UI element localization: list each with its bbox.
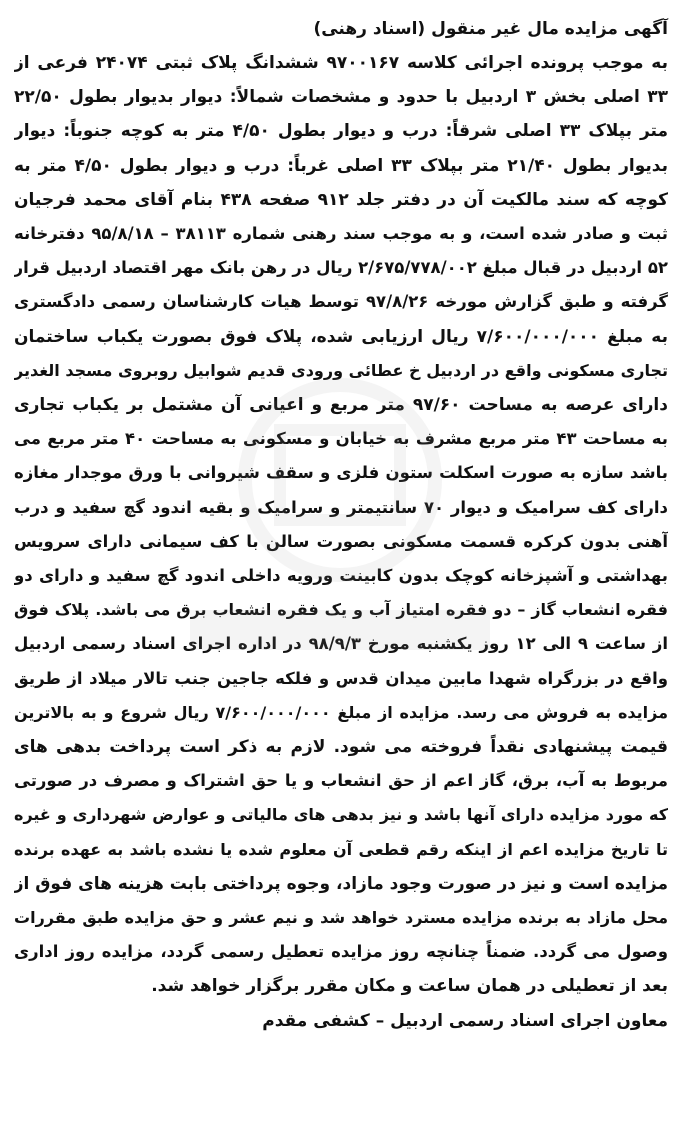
notice-line: بعد از تعطیلی در همان ساعت و مکان مقرر برگزار خواهد شد. (151, 976, 668, 997)
notice-line: واقع در بزرگراه شهدا مابین میدان قدس و فلکه جاجین جنب تالار میلاد از طریق (14, 668, 668, 688)
notice-line: مزایده است و نیز در صورت وجود مازاد، وجوه پرداختی بابت هزینه های فوق از (14, 873, 668, 894)
notice-line: مربوط به آب، برق، گاز اعم از حق انشعاب و یا حق اشتراک و مصرف در صورتی (14, 771, 668, 791)
notice-line: ۳۳ اصلی بخش ۳ اردبیل با حدود و مشخصات شمالاً: دیوار بدیوار بطول ۲۲/۵۰ (14, 87, 668, 108)
notice-line: تجاری مسکونی واقع در اردبیل خ عطائی ورودی قدیم شوابیل روبروی مسجد الغدیر (14, 360, 668, 380)
notice-line: فقره انشعاب گاز – دو فقره امتیاز آب و یک فقره انشعاب برق می باشد. پلاک فوق (14, 600, 668, 620)
notice-line: به مساحت ۴۳ متر مربع مشرف به خیابان و مسکونی به مساحت ۴۰ متر مربع می (14, 429, 668, 449)
notice-line: متر بپلاک ۳۳ اصلی شرقاً: درب و دیوار بطول ۴/۵۰ متر به کوچه جنوباً: دیوار (14, 121, 668, 142)
notice-line: به موجب پرونده اجرائی کلاسه ۹۷۰۰۱۶۷ ششدانگ پلاک ثبتی ۲۴۰۷۴ فرعی از (14, 53, 668, 73)
notice-line: کوچه که سند مالکیت آن در دفتر جلد ۹۱۲ صفحه ۴۳۸ بنام آقای محمد فرجیان (14, 189, 668, 210)
notice-line: ۵۲ اردبیل در قبال مبلغ ۲/۶۷۵/۷۷۸/۰۰۲ ریال در رهن بانک مهر اقتصاد اردبیل قرار (14, 258, 668, 278)
notice-line: محل مازاد به برنده مزایده مسترد خواهد شد و نیم عشر و حق مزایده طبق مقررات (14, 908, 668, 928)
notice-line: قیمت پیشنهادی نقداً فروخته می شود. لازم به ذکر است پرداخت بدهی های (14, 737, 668, 758)
notice-line: مزایده به فروش می رسد. مزایده از مبلغ ۷/۶۰۰/۰۰۰/۰۰۰ ریال شروع و به بالاترین (14, 702, 668, 722)
notice-line: که مورد مزایده دارای آنها باشد و نیز بدهی های مالیاتی و عوارض شهرداری و غیره (14, 805, 668, 825)
notice-title: آگهی مزایده مال غیر منقول (اسناد رهنی) (313, 19, 668, 39)
notice-body (14, 46, 668, 1004)
notice-line: بدیوار بطول ۲۱/۴۰ متر بپلاک ۳۳ اصلی غرباً: درب و دیوار بطول ۴/۵۰ متر به (14, 155, 668, 176)
notice-line: تا تاریخ مزایده اعم از اینکه رقم قطعی آن معلوم شده یا نشده باشد به عهده برنده (14, 839, 668, 859)
notice-line: دارای عرصه به مساحت ۹۷/۶۰ متر مربع و اعیانی آن مشتمل بر یکباب تجاری (14, 395, 668, 416)
notice-line: ثبت و صادر شده است، و به موجب سند رهنی شماره ۳۸۱۱۳ – ۹۵/۸/۱۸ دفترخانه (14, 224, 668, 244)
notice-signature: معاون اجرای اسناد رسمی اردبیل – کشفی مقدم (262, 1010, 668, 1031)
notice-line: به مبلغ ۷/۶۰۰/۰۰۰/۰۰۰ ریال ارزیابی شده، پلاک فوق بصورت یکباب ساختمان (14, 326, 668, 347)
notice-line: وصول می گردد. ضمناً چنانچه روز مزایده تعطیل رسمی گردد، مزایده روز اداری (14, 942, 668, 962)
notice-line: از ساعت ۹ الی ۱۲ روز یکشنبه مورخ ۹۸/۹/۳ در اداره اجرای اسناد رسمی اردبیل (14, 634, 668, 654)
notice-line: آهنی بدون کرکره قسمت مسکونی بصورت سالن با کف سیمانی دارای سرویس (14, 531, 668, 551)
notice-line: دارای کف سرامیک و دیوار ۷۰ سانتیمتر و سرامیک و بقیه اندود گچ سفید و درب (14, 497, 668, 517)
notice-line: باشد سازه به صورت اسکلت ستون فلزی و سقف شیروانی با ورق موجدار مغازه (14, 463, 668, 483)
notice-line: بهداشتی و آشپزخانه کوچک بدون کابینت ورویه داخلی اندود گچ سفید و دارای دو (14, 566, 668, 586)
notice-line: گرفته و طبق گزارش مورخه ۹۷/۸/۲۶ توسط هیات کارشناسان رسمی دادگستری (14, 292, 668, 312)
